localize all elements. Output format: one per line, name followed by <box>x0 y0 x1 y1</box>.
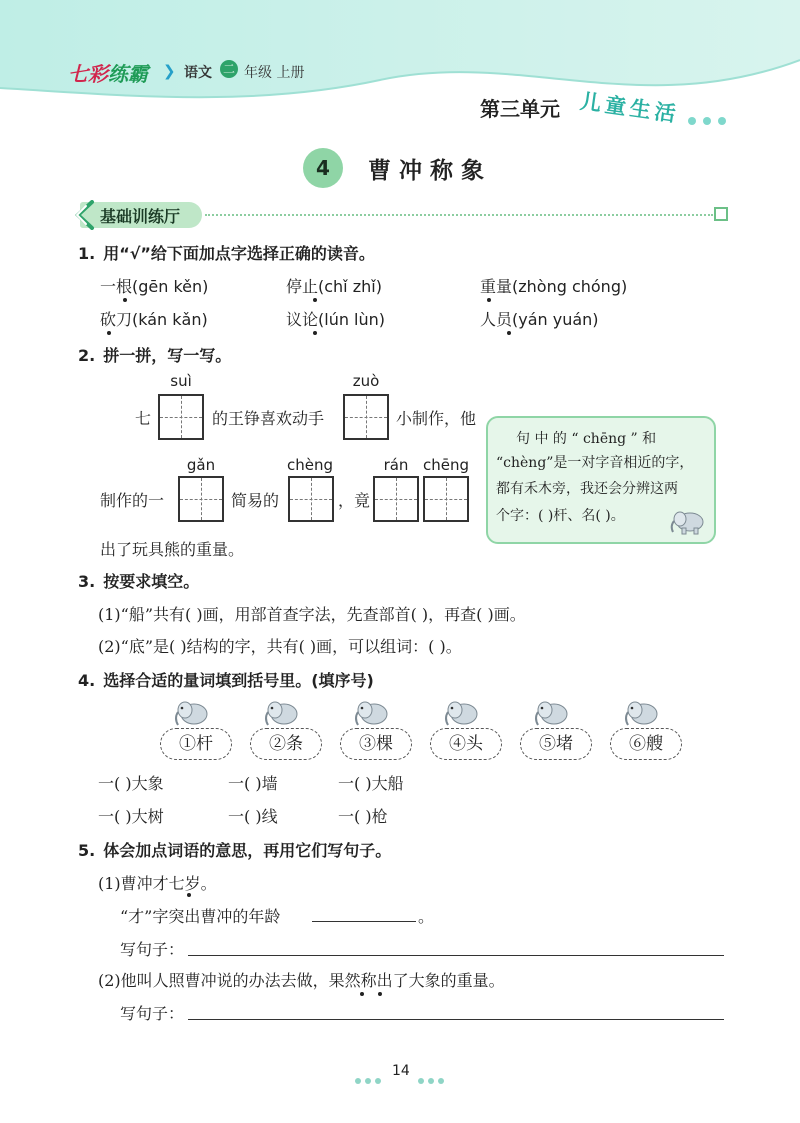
emphasis-dot <box>360 992 364 996</box>
elephant-icon <box>532 698 572 728</box>
page-number: 14 <box>392 1063 410 1079</box>
grade-label: 年级 上册 <box>244 65 305 81</box>
q5-hint-end: 。 <box>418 907 435 926</box>
grade-badge: 二 <box>220 60 238 78</box>
elephant-icon <box>352 698 392 728</box>
measure-word-option: ④头 <box>430 728 502 760</box>
write-label: 写句子： <box>120 1004 185 1023</box>
q4-row2-b: 一( )线 <box>228 807 278 826</box>
unit-title: 第三单元 <box>480 97 560 121</box>
measure-word-option: ⑥艘 <box>610 728 682 760</box>
elephant-icon <box>668 508 708 536</box>
emphasis-dot <box>507 331 511 335</box>
q1-item-3: 重量(zhòng chóng) <box>480 277 628 296</box>
measure-word-option: ②条 <box>250 728 322 760</box>
writing-grid[interactable] <box>158 394 204 440</box>
measure-word-option: ⑤堵 <box>520 728 592 760</box>
pinyin-1: suì <box>170 372 192 390</box>
question-4-prompt: 4. 选择合适的量词填到括号里。(填序号) <box>78 671 374 690</box>
question-2-prompt: 2. 拼一拼，写一写。 <box>78 346 232 365</box>
pinyin-4: chèng <box>286 456 333 474</box>
q4-row2-a: 一( )大树 <box>98 807 164 826</box>
elephant-icon <box>172 698 212 728</box>
decor-dots <box>355 1069 385 1088</box>
q2-text-d: 制作的一 <box>100 491 165 510</box>
writing-grid[interactable] <box>178 476 224 522</box>
answer-line[interactable] <box>188 955 724 956</box>
emphasis-dot <box>123 298 127 302</box>
question-5-prompt: 5. 体会加点词语的意思，再用它们写句子。 <box>78 841 392 860</box>
q4-row1-a: 一( )大象 <box>98 774 164 793</box>
q2-text-a: 七 <box>135 409 152 428</box>
section-divider <box>205 214 713 216</box>
q2-text-e: 简易的 <box>231 491 280 510</box>
q5-hint: “才”字突出曹冲的年龄 <box>120 907 281 926</box>
q1-item-1: 一根(gēn kěn) <box>100 277 209 296</box>
q3-line-2: (2)“底”是( )结构的字，共有( )画，可以组词：( )。 <box>98 637 462 656</box>
decor-dots <box>418 1069 448 1088</box>
writing-grid[interactable] <box>373 476 419 522</box>
brand-logo: 七彩练霸 <box>68 62 148 86</box>
pinyin-6: chēng <box>422 456 469 474</box>
elephant-icon <box>442 698 482 728</box>
emphasis-dot <box>187 893 191 897</box>
q4-row2-c: 一( )枪 <box>338 807 388 826</box>
decor-dots <box>688 110 733 129</box>
q4-row1-c: 一( )大船 <box>338 774 404 793</box>
answer-line[interactable] <box>188 1019 724 1020</box>
emphasis-dot <box>487 298 491 302</box>
measure-word-option: ③棵 <box>340 728 412 760</box>
tip-line-1: 句 中 的 “ chēng ” 和 <box>516 431 657 447</box>
pinyin-2: zuò <box>352 372 380 390</box>
q2-text-c: 小制作，他 <box>396 409 477 428</box>
chevron-right-icon: ❯ <box>163 62 176 80</box>
q1-item-2: 停止(chǐ zhǐ) <box>286 277 382 296</box>
write-label: 写句子： <box>120 940 185 959</box>
tip-line-2: “chèng”是一对字音相近的字， <box>496 455 694 471</box>
emphasis-dot <box>378 992 382 996</box>
tip-line-4: 个字：( )杆、名( )。 <box>496 508 625 524</box>
elephant-icon <box>262 698 302 728</box>
q2-text-g: 出了玩具熊的重量。 <box>100 540 245 559</box>
pinyin-5: rán <box>383 456 409 474</box>
section-label: 基础训练厅 <box>100 207 181 226</box>
q1-item-4: 砍刀(kán kǎn) <box>100 310 208 329</box>
subject-label: 语文 <box>184 65 212 81</box>
q2-text-b: 的王铮喜欢动手 <box>212 409 325 428</box>
q4-row1-b: 一( )墙 <box>228 774 278 793</box>
unit-theme: 儿童生活 <box>578 89 682 127</box>
emphasis-dot <box>313 331 317 335</box>
measure-word-option: ①杆 <box>160 728 232 760</box>
writing-grid[interactable] <box>423 476 469 522</box>
tip-line-3: 都有禾木旁，我还会分辨这两 <box>496 481 678 497</box>
leaf-icon <box>72 200 98 230</box>
q1-item-6: 人员(yán yuán) <box>480 310 599 329</box>
emphasis-dot <box>313 298 317 302</box>
question-3-prompt: 3. 按要求填空。 <box>78 572 200 591</box>
elephant-icon <box>622 698 662 728</box>
writing-grid[interactable] <box>288 476 334 522</box>
q5-sentence-1: (1)曹冲才七岁。 <box>98 874 217 893</box>
emphasis-dot <box>107 331 111 335</box>
pinyin-3: gǎn <box>186 456 216 474</box>
answer-blank[interactable] <box>312 921 416 922</box>
question-1-prompt: 1. 用“√”给下面加点字选择正确的读音。 <box>78 244 375 263</box>
lesson-title: 曹冲称象 <box>368 157 492 184</box>
writing-grid[interactable] <box>343 394 389 440</box>
lesson-number: 4 <box>303 148 343 188</box>
q3-line-1: (1)“船”共有( )画，用部首查字法，先查部首( )，再查( )画。 <box>98 605 526 624</box>
section-end-square <box>714 207 728 221</box>
q1-item-5: 议论(lún lùn) <box>286 310 386 329</box>
q2-text-f: ，竟 <box>338 491 371 510</box>
q5-sentence-2: (2)他叫人照曹冲说的办法去做，果然称出了大象的重量。 <box>98 971 505 990</box>
